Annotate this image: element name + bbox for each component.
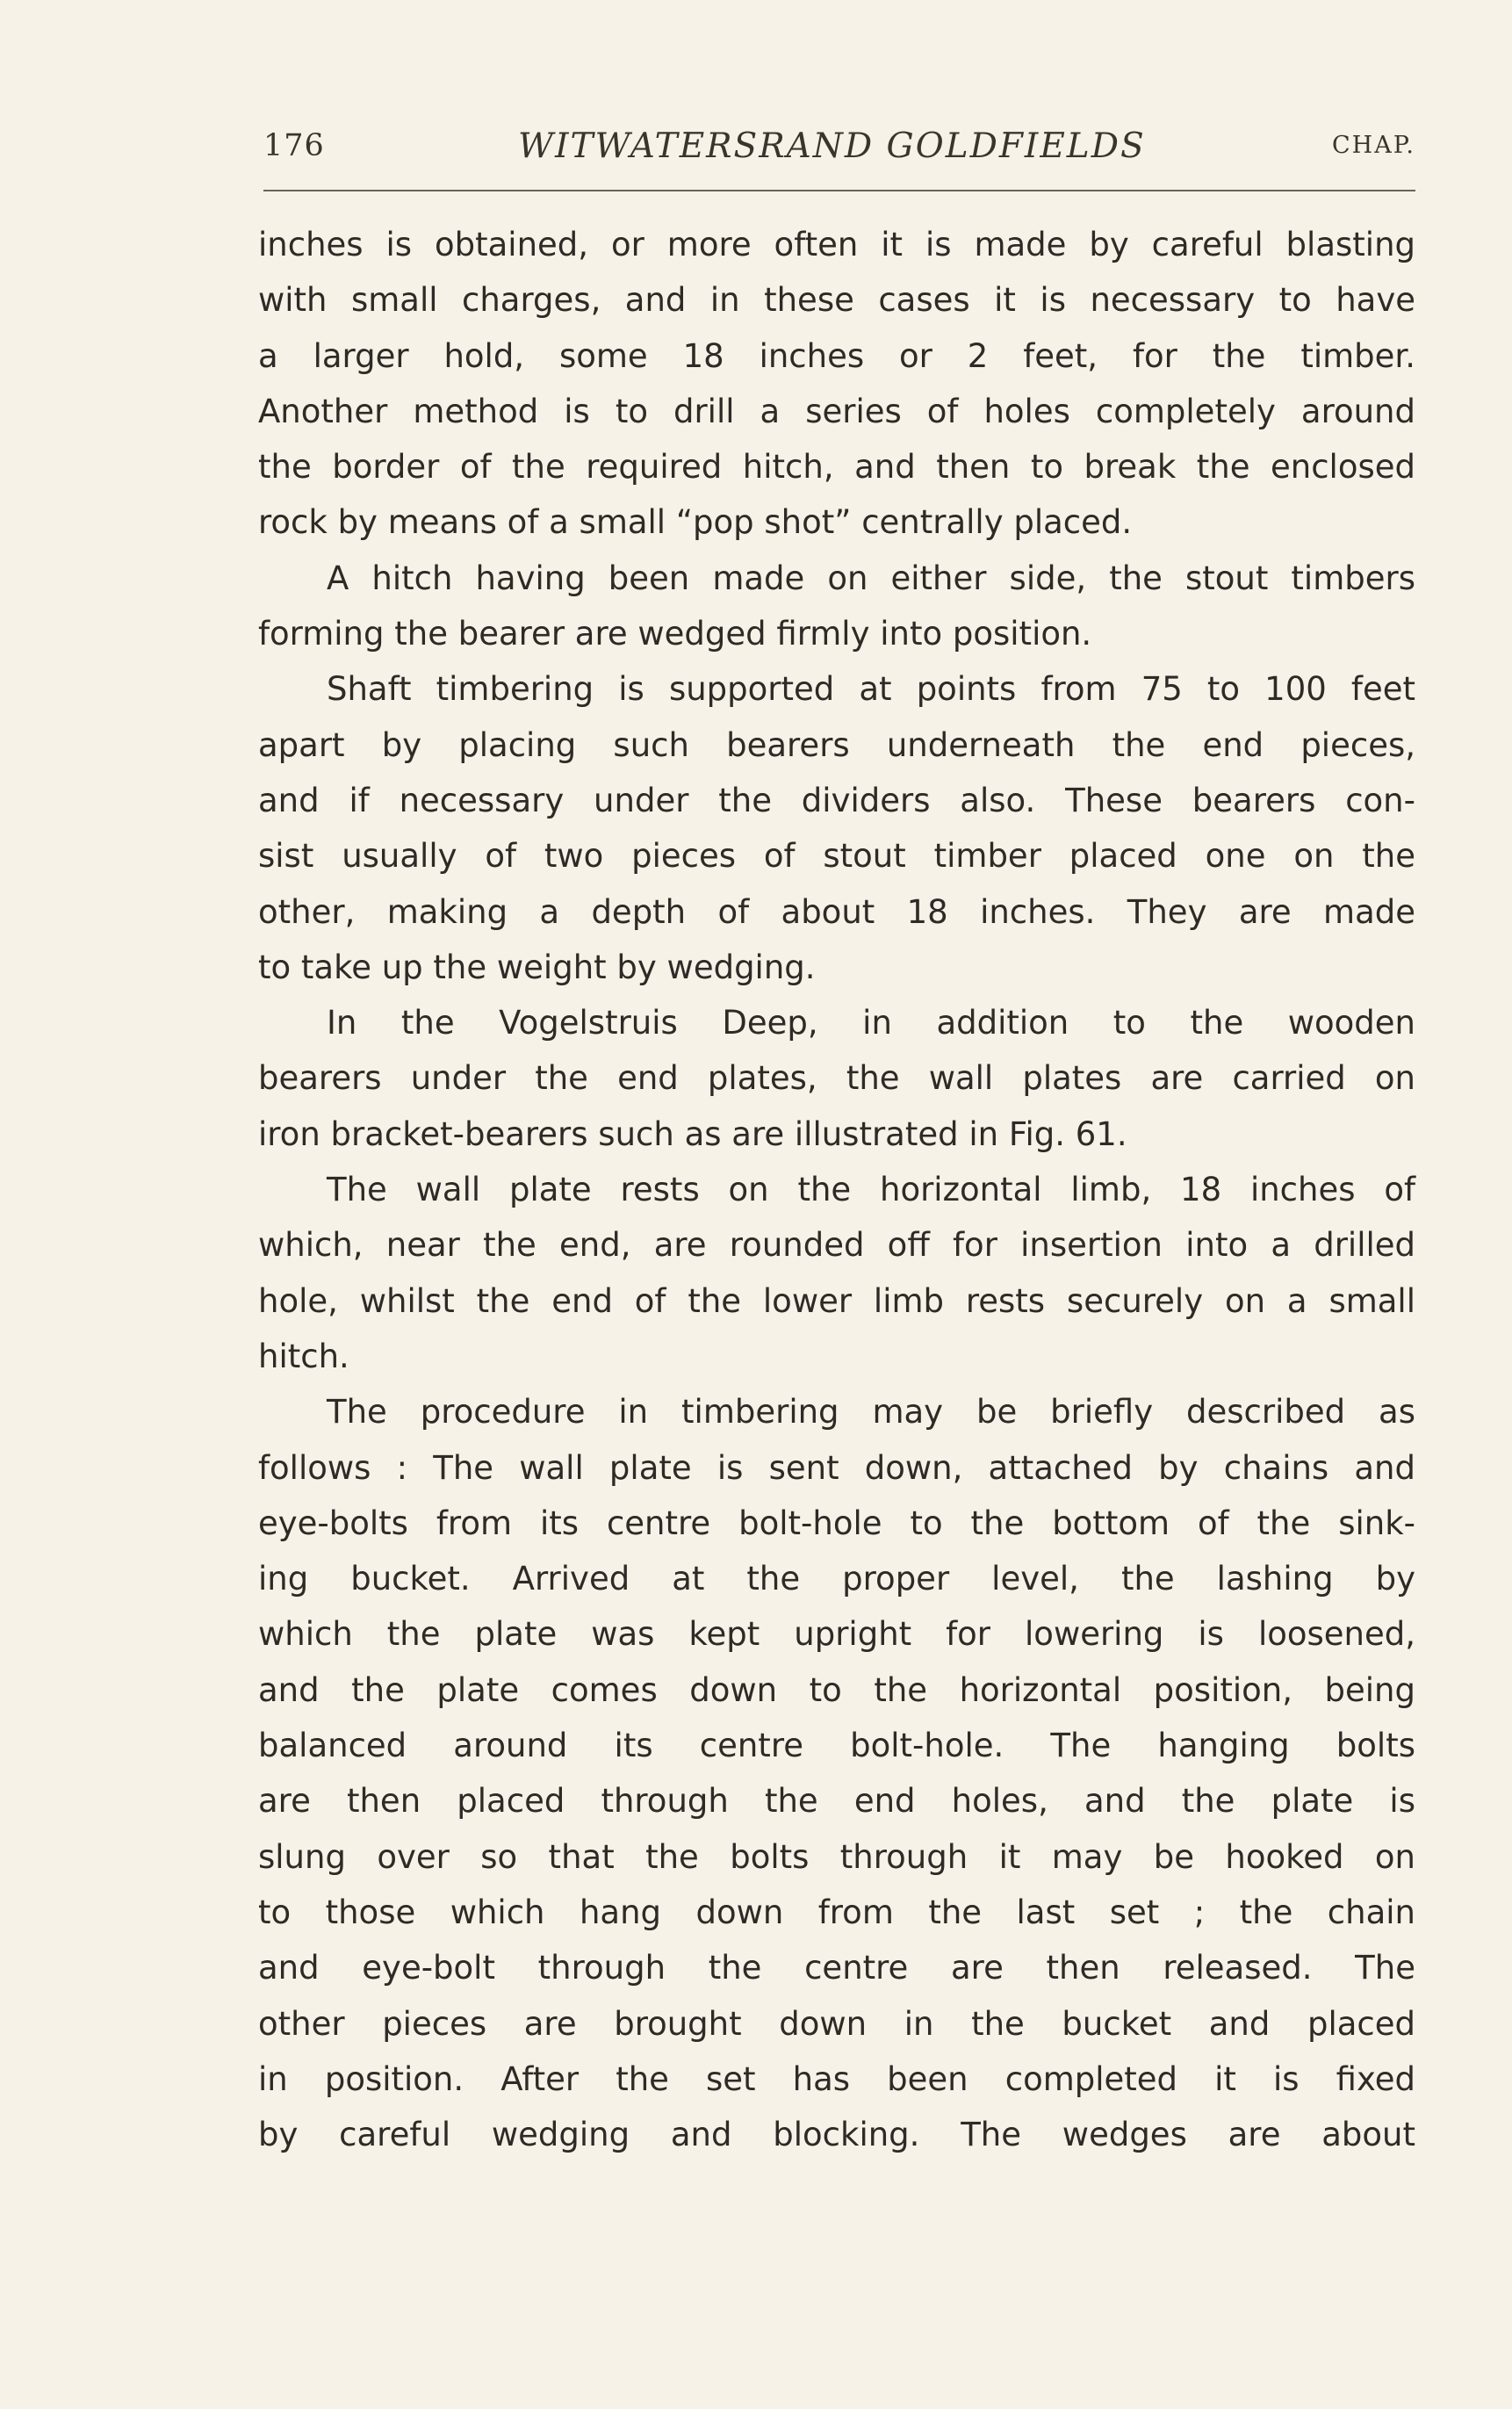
text-line: hole, whilst the end of the lower limb rests securely on a small [258,1281,1415,1320]
text-line: to those which hang down from the last set ; the chain [258,1893,1415,1931]
text-line: in position. After the set has been completed it is fixed [258,2059,1415,2098]
text-line: rock by means of a small “pop shot” centrally placed. [258,503,1133,542]
text-line: balanced around its centre bolt-hole. The hanging bolts [258,1727,1415,1765]
body-text [258,217,1415,2162]
text-line: by careful wedging and blocking. The wedges are about [258,2116,1415,2154]
text-line: other, making a depth of about 18 inches. They are made [258,892,1415,931]
paragraph-start-line: The wall plate rests on the horizontal limb, 18 inches of [327,1171,1415,1209]
text-line: sist usually of two pieces of stout timber placed one on the [258,837,1415,876]
running-head [263,128,1415,172]
text-line: slung over so that the bolts through it may be hooked on [258,1837,1415,1876]
text-line: are then placed through the end holes, and the plate is [258,1782,1415,1821]
paragraph-start-line: The procedure in timbering may be briefly described as [327,1393,1415,1432]
text-line: the border of the required hitch, and then to break the enclosed [258,448,1415,487]
header-rule [263,190,1415,191]
text-line: bearers under the end plates, the wall plates are carried on [258,1059,1415,1098]
text-line: iron bracket-bearers such as are illustrated in Fig. 61. [258,1114,1127,1153]
text-line: other pieces are brought down in the bucket and placed [258,2004,1415,2043]
text-line: to take up the weight by wedging. [258,948,816,986]
paragraph-start-line: In the Vogelstruis Deep, in addition to the wooden [327,1004,1415,1042]
chapter-label: CHAP. [1332,132,1415,159]
text-line: follows : The wall plate is sent down, attached by chains and [258,1448,1415,1487]
text-line: a larger hold, some 18 inches or 2 feet, for the timber. [258,336,1415,375]
paragraph-start-line: Shaft timbering is supported at points from 75 to 100 feet [327,670,1415,709]
text-line: eye-bolts from its centre bolt-hole to the bottom of the sink- [258,1504,1415,1542]
text-line: and eye-bolt through the centre are then released. The [258,1949,1415,1987]
text-line: and the plate comes down to the horizontal position, being [258,1670,1415,1709]
text-line: which, near the end, are rounded off for insertion into a drilled [258,1226,1415,1265]
text-line: Another method is to drill a series of holes completely around [258,392,1415,430]
text-line: ing bucket. Arrived at the proper level, the lashing by [258,1560,1415,1598]
page-number: 176 [263,128,325,163]
text-line: inches is obtained, or more often it is made by careful blasting [258,226,1415,263]
text-line: apart by placing such bearers underneath the end pieces, [258,725,1415,764]
text-line: and if necessary under the dividers also. These bearers con- [258,781,1415,819]
paragraph-start-line: A hitch having been made on either side, the stout timbers [327,559,1415,597]
text-line: with small charges, and in these cases it is necessary to have [258,281,1415,320]
text-line: forming the bearer are wedged firmly into position. [258,615,1092,653]
text-line: hitch. [258,1337,349,1375]
running-title: WITWATERSRAND GOLDFIELDS [518,126,1146,166]
text-line: which the plate was kept upright for lowering is loosened, [258,1615,1415,1654]
